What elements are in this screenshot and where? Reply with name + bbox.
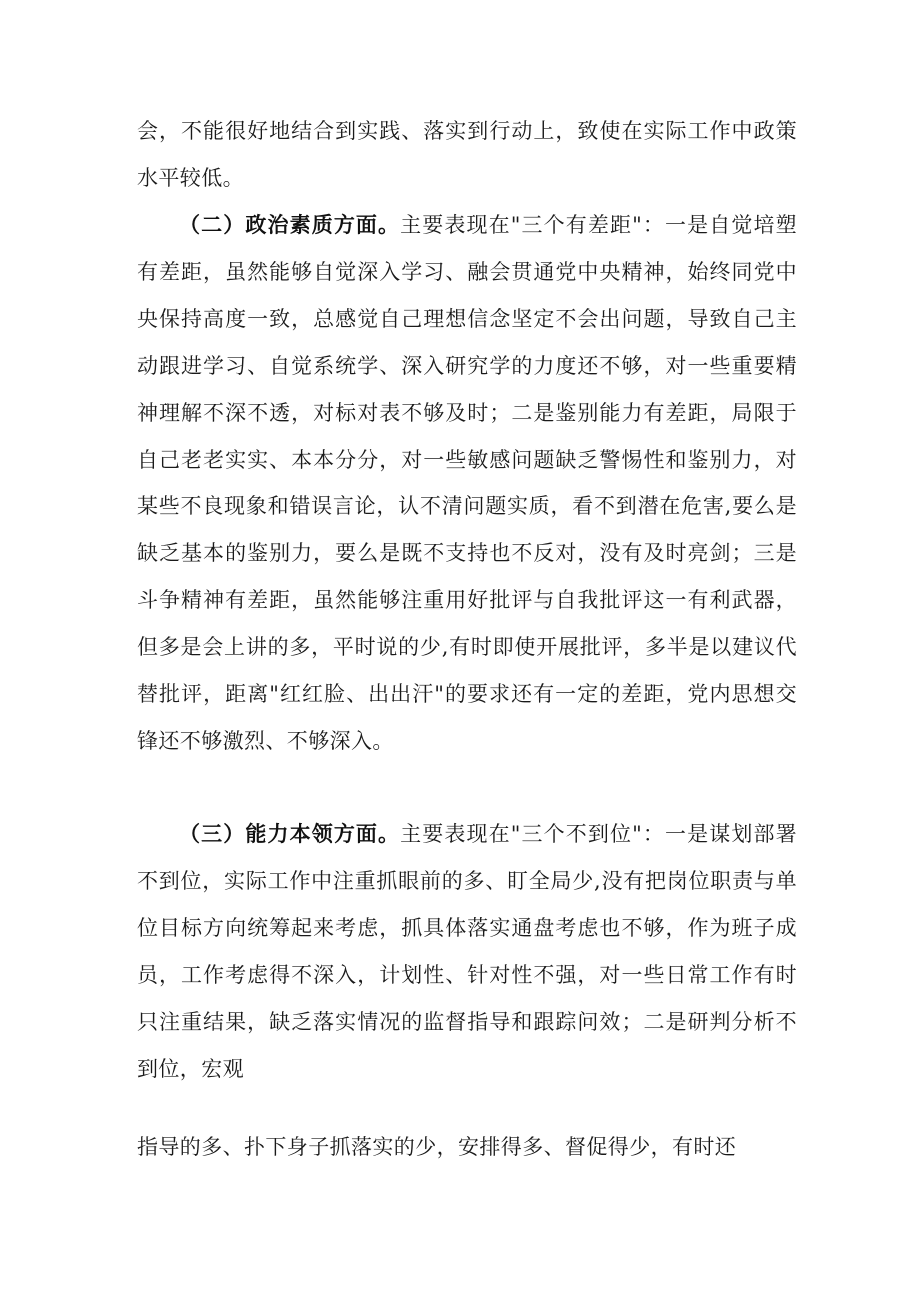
paragraph-text: 主要表现在"三个不到位"：一是谋划部署不到位，实际工作中注重抓眼前的多、盯全局少,没有把岗位职责与单位目标方向统筹起来考虑，抓具体落实通盘考虑也不够，作为班子成员，工作考虑得不深入，计划性、针对性不强，对一些日常工作有时只注重结果，缺乏落实情况的监督指导和跟踪问效；二是研判分析不到位，宏观: [137, 822, 797, 1081]
paragraph-ability: [137, 811, 797, 1092]
paragraph-text: 指导的多、扑下身子抓落实的少，安排得多、督促得少，有时还: [137, 1135, 737, 1159]
section-heading: （三）能力本领方面。: [179, 821, 401, 846]
paragraph-continued-line: [137, 1124, 797, 1171]
section-heading: （二）政治素质方面。: [179, 212, 401, 237]
paragraph-political-quality: [137, 202, 797, 765]
paragraph-text: 主要表现在"三个有差距"：一是自觉培塑有差距，虽然能够自觉深入学习、融会贯通党中央精神，始终同党中央保持高度一致，总感觉自己理想信念坚定不会出问题，导致自己主动跟进学习、自觉系统学、深入研究学的力度还不够，对一些重要精神理解不深不透，对标对表不够及时；二是鉴别能力有差距，局限于自己老老实实、本本分分，对一些敏感问题缺乏警惕性和鉴别力，对某些不良现象和错误言论，认不清问题实质，看不到潜在危害,要么是缺乏基本的鉴别力，要么是既不支持也不反对，没有及时亮剑；三是斗争精神有差距，虽然能够注重用好批评与自我批评这一有利武器，但多是会上讲的多，平时说的少,有时即使开展批评，多半是以建议代替批评，距离"红红脸、出出汗"的要求还有一定的差距，党内思想交锋还不够激烈、不够深入。: [137, 213, 797, 753]
paragraph-continuation: [137, 108, 797, 202]
paragraph-text: 会，不能很好地结合到实践、落实到行动上，致使在实际工作中政策水平较低。: [137, 119, 797, 190]
